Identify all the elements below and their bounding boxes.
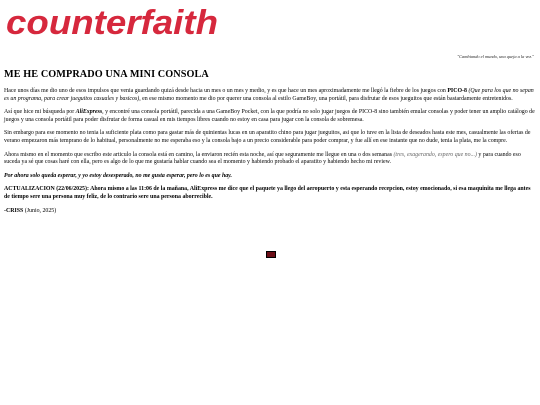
p4-aside: (tres, exagerando, espero que no...) — [393, 151, 477, 158]
signature-name: -CRISS — [4, 207, 24, 214]
p4-text-a: Ahora mismo en el momento que escribo este articulo la consola está en camino, la enviaron recién esta noche, así que seguramente me llegue en una o dos semanas — [4, 151, 394, 158]
p5-text: Por ahora solo queda esperar, y yo estoy desesperado, no me gusta esperar, pero lo es que hay. — [4, 172, 233, 179]
p2-aliexpress: AliExpress — [75, 109, 103, 116]
update-text: Ahora mismo a las 11:06 de la mañana, AliExpress me dice que el paquete ya llego del aeropuerto y esta esperando recepcion, estoy emocionado, si esa maquinita me llega antes de tiempo sere una persona muy feliz, de lo contrario sere una persona aborrecible. — [4, 186, 531, 200]
post-title: ME HE COMPRADO UNA MINI CONSOLA — [4, 69, 209, 80]
logo-wordmark — [4, 6, 222, 40]
post-paragraph-2 — [4, 109, 536, 124]
p1-text-d: , en ese mismo momento me dio por querer una consola al estilo GameBoy, una portátil, para disfrutar de esos jueguitos que están bastardamente entretenidos. — [139, 95, 513, 102]
post-update — [4, 186, 536, 201]
p2-text-c: , y encontré una consola portátil, parecida a una GameBoy Pocket, con la que podría no solo jugar juegos de PICO-8 sino también emular consolas y poder tener un amplio catálogo de juegos y una consola portátil para poder disfrutar de forma casual en mis tiempos libres cuando no estoy en casa para jugar con la consola de sobremesa. — [4, 109, 535, 123]
post-paragraph-4 — [4, 152, 536, 167]
p4-text-c: y para cuando eso suceda ya sé que cosas haré con ella, pero es algo de lo que me gustaría hablar cuando sea el momento y habiendo probado el aparatito y habiendo hecho mi review. — [4, 151, 521, 166]
page-marker[interactable] — [266, 251, 276, 258]
signature-date: (Junio, 2025) — [23, 207, 57, 214]
post-paragraph-5 — [4, 173, 536, 181]
post-signature — [4, 208, 536, 216]
post-article — [4, 69, 536, 221]
logo-text: counterfaith — [6, 6, 218, 40]
site-logo[interactable] — [4, 6, 222, 40]
p1-pico8: PICO-8 — [447, 88, 467, 94]
site-tagline: "Cambiando el mundo, una queja a la vez." — [457, 54, 534, 59]
post-paragraph-3: Sin embargo para ese momento no tenia la suficiente plata como para gastar más de quinientas lucas en un aparatito chino para jugar jueguitos, asi que lo tuve en la lista de deseados hasta este mes, casualmente las ofertas de verano empezaron más temprano de lo habitual, personalmente no me esperaba eso y la consola bajo a un precio considerable para poder comprar, y fue allí en ese instante que no dude, tenia la plata, me la compre. — [4, 130, 531, 144]
post-paragraph-1 — [4, 88, 536, 103]
p1-text-a: Hace unos días me dio uno de esos impulsos que venia guardando quizá desde hacia un mes o un mes y medio, y es que hace un mes aproximadamente me llegó la fiebre de los juegos con — [4, 88, 448, 94]
update-label: ACTUALIZACION (22/06/2025): — [4, 186, 91, 193]
p2-text-a: Así que hice mi búsqueda por — [4, 109, 76, 116]
p1-aside: (Que para los que no sepan es un programa, para crear jueguitos casuales y basicos) — [4, 88, 534, 102]
